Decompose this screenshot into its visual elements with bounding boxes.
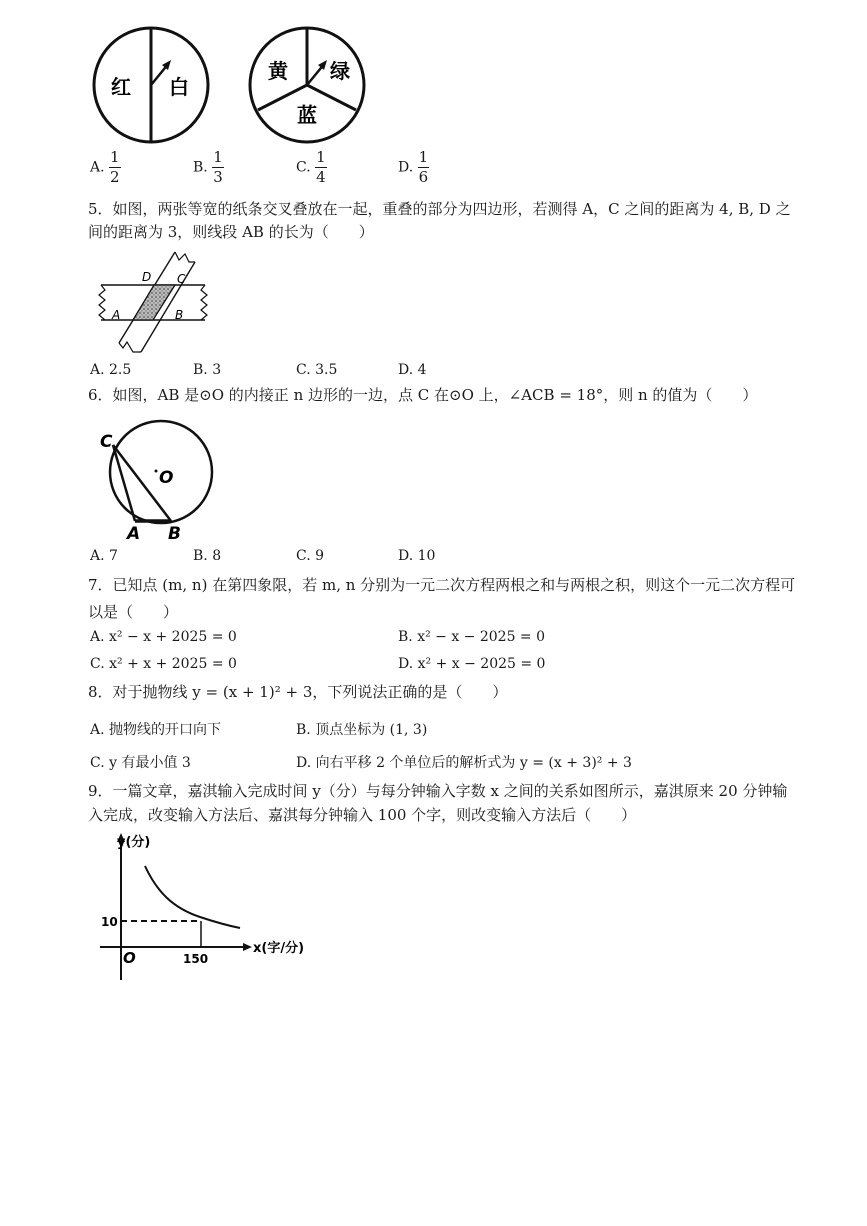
q4-option-c[interactable]: C. $\frac{1}{4}$ (296, 148, 326, 186)
sector-green-label: 绿 (330, 59, 350, 83)
q7-option-d[interactable]: D. x² + x − 2025 = 0 (398, 656, 546, 672)
fraction: $\frac{1}{6}$ (418, 148, 429, 186)
q4-option-b[interactable]: B. $\frac{1}{3}$ (193, 148, 223, 186)
label-c: C (177, 272, 186, 286)
q6-option-b[interactable]: B. 8 (193, 548, 222, 564)
q8-option-d[interactable]: D. 向右平移 2 个单位后的解析式为 y = (x + 3)² + 3 (296, 755, 632, 771)
label-c: C (100, 432, 113, 452)
label-a: A (127, 524, 141, 544)
x-tick-150: 150 (183, 952, 209, 966)
q5-option-d[interactable]: D. 4 (398, 362, 427, 378)
x-axis-label: x(字/分) (253, 941, 305, 956)
label-b: B (168, 524, 181, 544)
fraction: $\frac{1}{2}$ (110, 148, 120, 186)
q9-stem-line2: 入完成，改变输入方法后、嘉淇每分钟输入 100 个字，则改变输入方法后（ ） (88, 806, 637, 824)
q5-option-a[interactable]: A. 2.5 (90, 362, 132, 378)
y-tick-10: 10 (101, 915, 118, 929)
q7-option-c[interactable]: C. x² + x + 2025 = 0 (90, 656, 237, 672)
q8-stem: 8．对于抛物线 y = (x + 1)² + 3，下列说法正确的是（ ） (88, 683, 508, 701)
q7-option-a[interactable]: A. x² − x + 2025 = 0 (90, 629, 237, 645)
sector-yellow-label: 黄 (268, 59, 288, 83)
fraction: $\frac{1}{4}$ (316, 148, 326, 186)
q6-option-a[interactable]: A. 7 (90, 548, 118, 564)
q8-option-c[interactable]: C. y 有最小值 3 (90, 755, 191, 771)
q4-option-a[interactable]: A. $\frac{1}{2}$ (90, 148, 120, 186)
q6-option-c[interactable]: C. 9 (296, 548, 325, 564)
spinner-red-white (94, 28, 208, 142)
fraction: $\frac{1}{3}$ (213, 148, 223, 186)
origin-label: O (123, 949, 136, 967)
overlap-quadrilateral (133, 285, 175, 320)
q6-stem: 6．如图，AB 是⊙O 的内接正 n 边形的一边，点 C 在⊙O 上，∠ACB = 18°，则 n 的值为（ ） (88, 386, 758, 404)
q6-circle-figure (95, 415, 225, 545)
sector-white-label: 白 (169, 75, 189, 99)
q4-spinner-figure (85, 18, 385, 148)
y-axis-label: y(分) (117, 835, 151, 850)
label-o: O (159, 468, 174, 488)
label-b: B (175, 308, 184, 322)
q5-option-b[interactable]: B. 3 (193, 362, 222, 378)
label-d: D (142, 270, 152, 284)
label-a: A (112, 308, 121, 322)
q5-stem-line2: 间的距离为 3，则线段 AB 的长为（ ） (88, 223, 374, 241)
q7-option-b[interactable]: B. x² − x − 2025 = 0 (398, 629, 546, 645)
q9-inverse-graph (95, 830, 335, 990)
q6-option-d[interactable]: D. 10 (398, 548, 436, 564)
q8-option-b[interactable]: B. 顶点坐标为 (1, 3) (296, 722, 428, 738)
sector-blue-label: 蓝 (297, 103, 317, 127)
q5-option-c[interactable]: C. 3.5 (296, 362, 338, 378)
spinner-yellow-green-blue (250, 28, 364, 142)
q4-option-d[interactable]: D. $\frac{1}{6}$ (398, 148, 429, 186)
q9-stem-line1: 9．一篇文章，嘉淇输入完成时间 y（分）与每分钟输入字数 x 之间的关系如图所示，嘉淇原来 20 分钟输 (88, 782, 788, 800)
q7-stem-line2: 以是（ ） (88, 603, 179, 621)
q8-option-a[interactable]: A. 抛物线的开口向下 (90, 722, 222, 738)
q7-stem-line1: 7．已知点 (m, n) 在第四象限，若 m, n 分别为一元二次方程两根之和与两根之积，则这个一元二次方程可 (88, 576, 796, 594)
inverse-curve (145, 866, 240, 928)
sector-red-label: 红 (111, 75, 131, 99)
q5-stem-line1: 5．如图，两张等宽的纸条交叉叠放在一起，重叠的部分为四边形，若测得 A，C 之间的距离为 4, B, D 之 (88, 200, 791, 218)
q5-paper-strips-figure (95, 248, 215, 358)
